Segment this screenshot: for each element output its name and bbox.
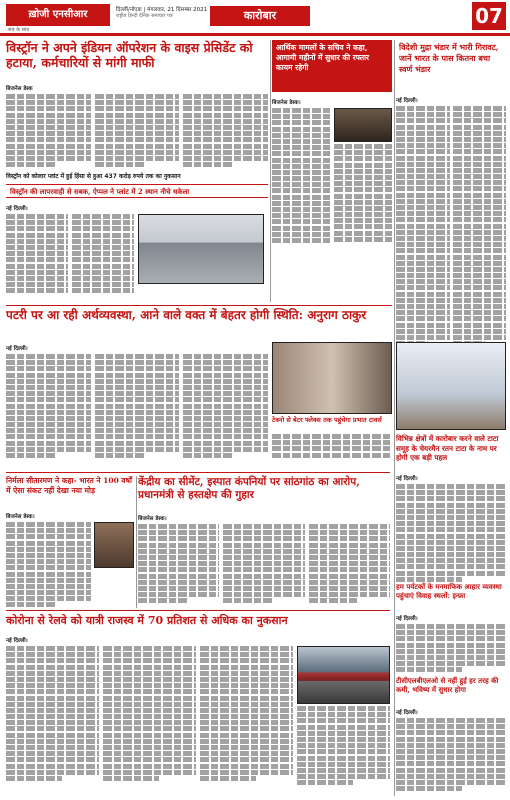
story-tcl-body (396, 706, 506, 792)
story-tourism-byline: नई दिल्ली। (396, 616, 418, 622)
section-divider-3 (6, 610, 390, 611)
story-economy-body (272, 96, 392, 256)
story-forex-headline: विदेशी मुद्रा भंडार में भारी गिरावट, जानें भारत के पास कितना बचा स्वर्ण भंडार (396, 40, 506, 92)
economy-official-photo (334, 108, 393, 142)
section-title: कारोबार (210, 6, 310, 26)
story-wistron-byline: बिजनेस डेस्क (6, 86, 33, 92)
story-thakur-headline: पटरी पर आ रही अर्थव्यवस्था, आने वाले वक्त में बेहतर होगी स्थिति: अनुराग ठाकुर (6, 308, 367, 322)
story-railway-headline: कोरोना से रेलवे को यात्री राजस्व में 70 प्रतिशत से अधिक का नुकसान (6, 614, 288, 627)
story-forex-byline: नई दिल्ली। (396, 98, 418, 104)
story-tourism-headline: हम पर्यटकों के मनमाफिक आहार व्यवस्था पहुंचाएं विवाह स्थलों: इन्फ्रा (396, 582, 502, 600)
section-divider-2 (6, 472, 390, 473)
sitharaman-photo (94, 522, 134, 568)
story-tcl-headline: टीसीएलबीएलओ से नहीं हुई हर तरह की कमी, भविष्य में सुधार होगा (396, 676, 499, 694)
story-cement-byline: बिजनेस डेस्क। (138, 516, 167, 522)
column-rule (136, 476, 137, 608)
story-tcl-byline: नई दिल्ली। (396, 710, 418, 716)
wistron-building-photo (138, 214, 264, 284)
story-sitharaman-headline: निर्मला सीतारमण ने कहा- भारत ने 100 वर्षों में ऐसा संकट नहीं देखा नया मोड़ (6, 476, 132, 495)
section-divider (6, 305, 392, 306)
modi-photo (396, 342, 506, 430)
dateline: दिल्ली/नोएडा | मंगलवार, 21 दिसम्बर 2021 (116, 7, 208, 13)
story-forex-body (396, 94, 506, 354)
story-wistron-dateline: नई दिल्ली। (6, 206, 28, 212)
story-sitharaman-byline: बिजनेस डेस्क। (6, 514, 35, 520)
tata-photo (272, 342, 392, 414)
column-rule (270, 40, 271, 302)
story-wistron-headline: विस्ट्रॉन ने अपने इंडियन ऑपरेशन के वाइस प्रेसिडेंट को हटाया, कर्मचारियों से मांगी माफी (6, 40, 253, 70)
story-tourism-body (396, 612, 506, 674)
story-modi-body (396, 472, 506, 583)
story-wistron-lower (6, 202, 268, 302)
story-thakur-body (6, 342, 268, 467)
page-number: 07 (472, 2, 506, 30)
story-wistron-body (6, 82, 268, 182)
story-economy-headline: आर्थिक मामलों के सचिव ने कहा, आगामी महीनों में सुधार की रफ्तार कायम रहेगी (272, 40, 392, 92)
story-modi-headline: विभिन्न क्षेत्रों में कारोबार करने वाले टाटा समूह के चेयरमैन रतन टाटा के नाम पर होगी एक बड़ी पहल (396, 434, 499, 462)
story-wistron-subhead: विस्ट्रॉन को कोलार प्लांट में हुई हिंसा से हुआ 437 करोड़ रुपये तक का नुकसान (6, 173, 181, 180)
story-thakur-byline: नई दिल्ली। (6, 346, 28, 352)
story-railway-byline: नई दिल्ली। (6, 638, 28, 644)
masthead (0, 0, 510, 36)
story-tata-headline: टेक्नो से बेटर फ्लेक्स तक पहुंचेगा प्रभात टावर्स (272, 416, 382, 424)
story-wistron-deck: विस्ट्रॉन की लापरवाही से सबक, ऐप्पल ने प्लांट में 2 स्थान नीचे धकेला (6, 184, 268, 198)
story-cement-body (138, 512, 390, 608)
column-rule (394, 40, 395, 796)
newspaper-logo: ख़ोजी एनसीआर (6, 4, 110, 26)
story-economy-byline: बिजनेस डेस्क। (272, 100, 301, 106)
story-sitharaman-body (6, 510, 134, 610)
story-modi-byline: नई दिल्ली। (396, 476, 418, 482)
logo-tagline: सच के साथ (8, 27, 30, 33)
story-railway-body (6, 634, 390, 796)
story-cement-headline: केंद्रीय का सीमेंट, इस्पात कंपनियों पर सांठगांठ का आरोप, प्रधानमंत्री से हस्तक्षेप की गुहार (138, 476, 360, 501)
train-photo (297, 646, 390, 704)
dateline-sub: राष्ट्रीय हिन्दी दैनिक समाचार पत्र (116, 13, 173, 19)
